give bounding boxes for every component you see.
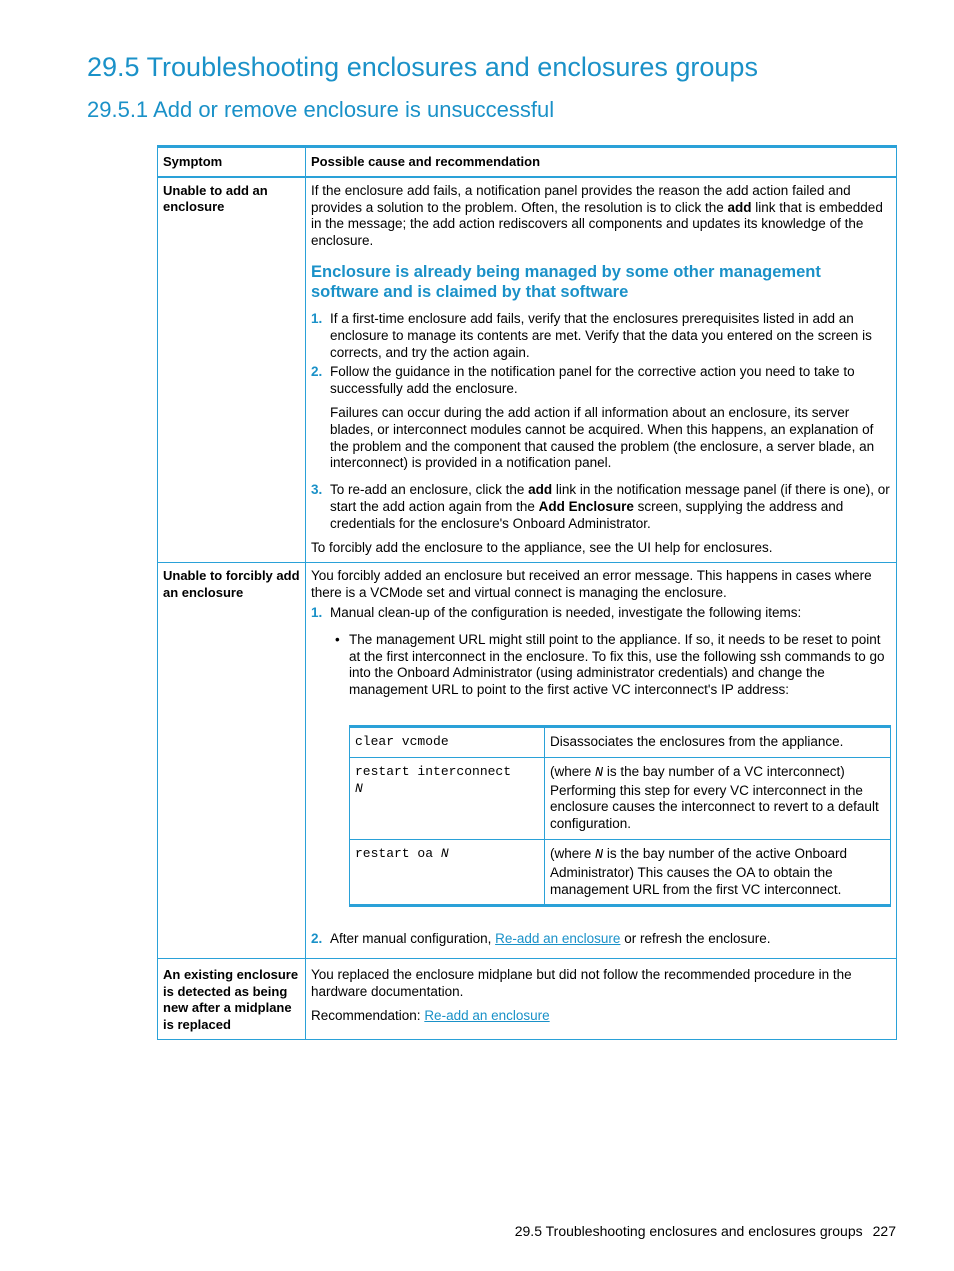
step-note: Failures can occur during the add action if all information about an enclosure, its server blades, or interconnect modules cannot be acquired. When this happens, an explanation of the problem and the component that caused the problem (the enclosure, a server blade, an interconnect) is provided in a notification panel. xyxy=(330,404,875,471)
command-cell: clear vcmode xyxy=(350,726,545,757)
symptom-cell: An existing enclosure is detected as being new after a midplane is replaced xyxy=(158,959,306,1040)
closing-paragraph: To forcibly add the enclosure to the appliance, see the UI help for enclosures. xyxy=(311,539,773,555)
command-row xyxy=(350,839,891,905)
page-heading: 29.5 Troubleshooting enclosures and enclosures groups xyxy=(87,52,758,82)
intro-paragraph: If the enclosure add fails, a notification panel provides the reason the add action failed and provides a solution to the problem. Often, the resolution is to click the add link that is embedded in the message; the add action rediscovers all components and updates its knowledge of the enclosure. xyxy=(311,182,883,249)
command-row xyxy=(350,757,891,839)
table-header-row xyxy=(158,147,897,177)
description-paragraph: You replaced the enclosure midplane but did not follow the recommended procedure in the hardware documentation. xyxy=(311,967,852,999)
intro-paragraph: You forcibly added an enclosure but received an error message. This happens in cases where there is a VCMode set and virtual connect is managing the enclosure. xyxy=(311,568,872,601)
symptom-cell: Unable to forcibly add an enclosure xyxy=(158,563,306,959)
cause-cell xyxy=(306,563,897,959)
steps-list xyxy=(311,605,891,948)
troubleshooting-table xyxy=(157,145,897,1040)
table-row xyxy=(158,563,897,959)
page-footer xyxy=(515,1223,896,1239)
command-cell: restart interconnect N xyxy=(350,757,545,839)
footer-section-title: 29.5 Troubleshooting enclosures and enclosures groups xyxy=(514,1223,863,1239)
list-item: 1. Manual clean-up of the configuration is needed, investigate the following items: • The management URL might still point to the appliance. If so, it needs to be reset to point at the first interconnect in the enclosure. To fix this, use the following ssh commands to go into the Onboard Administrator (using administrator credentials) and change the management URL to point to the first active VC interconnect's IP address: clear vcmode Disassociates the enclosures from the appliance. restart interconnect N (where N is the bay number of a VC interconnect) Performing this step for every VC interconnect in the enclosure causes the interconnect to revert to a default configuration. restart oa N (where N is the bay number of the active Onboard Administrator) This causes the OA to obtain the management URL from the first VC interconnect. xyxy=(311,605,891,907)
cause-cell xyxy=(306,959,897,1040)
re-add-enclosure-link[interactable]: Re-add an enclosure xyxy=(495,931,621,947)
command-description: (where N is the bay number of a VC interconnect) Performing this step for every VC interconnect in the enclosure causes the interconnect to revert to a default configuration. xyxy=(545,757,891,839)
command-description: Disassociates the enclosures from the appliance. xyxy=(545,726,891,757)
page-number: 227 xyxy=(872,1223,896,1239)
command-description: (where N is the bay number of the active Onboard Administrator) This causes the OA to obtain the management URL from the first VC interconnect. xyxy=(545,839,891,905)
list-item: 2. After manual configuration, Re-add an enclosure or refresh the enclosure. xyxy=(311,931,771,947)
header-cause: Possible cause and recommendation xyxy=(306,147,897,177)
header-symptom: Symptom xyxy=(158,147,306,177)
list-item: • The management URL might still point to the appliance. If so, it needs to be reset to point at the first interconnect in the enclosure. To fix this, use the following ssh commands to go into the Onboard Administrator (using administrator credentials) and change the management URL to point to the first active VC interconnect's IP address: clear vcmode Disassociates the enclosures from the appliance. restart interconnect N (where N is the bay number of a VC interconnect) Performing this step for every VC interconnect in the enclosure causes the interconnect to revert to a default configuration. restart oa N (where N is the bay number of the active Onboard Administrator) This causes the OA to obtain the management URL from the first VC interconnect. xyxy=(330,632,891,908)
command-cell: restart oa N xyxy=(350,839,545,905)
table-row xyxy=(158,177,897,563)
table-row xyxy=(158,959,897,1040)
list-item: 1. If a first-time enclosure add fails, verify that the enclosures prerequisites listed in add an enclosure to manage its contents are met. Verify that the data you entered on the screen is corrects, and try the action again. xyxy=(311,310,872,360)
cause-cell xyxy=(306,177,897,563)
bullet-list xyxy=(330,632,891,908)
recommendation-paragraph: Recommendation: Re-add an enclosure xyxy=(311,1007,550,1023)
list-item: 3. To re-add an enclosure, click the add link in the notification message panel (if there is one), or start the add action again from the Add Enclosure screen, supplying the address and credentials for the enclosure's Onboard Administrator. xyxy=(311,482,890,531)
section-heading: 29.5.1 Add or remove enclosure is unsuccessful xyxy=(87,97,555,122)
symptom-cell: Unable to add an enclosure xyxy=(158,177,306,563)
command-row xyxy=(350,726,891,757)
subheading: Enclosure is already being managed by some other management software and is claimed by that software xyxy=(311,262,821,301)
steps-list xyxy=(311,311,891,533)
command-table xyxy=(349,725,891,907)
list-item: 2. Follow the guidance in the notification panel for the corrective action you need to take to successfully add the enclosure. Failures can occur during the add action if all information about an enclosure, its server blades, or interconnect modules cannot be acquired. When this happens, an explanation of the problem and the component that caused the problem (the enclosure, a server blade, an interconnect) is provided in a notification panel. xyxy=(311,364,891,472)
re-add-enclosure-link[interactable]: Re-add an enclosure xyxy=(424,1007,550,1023)
